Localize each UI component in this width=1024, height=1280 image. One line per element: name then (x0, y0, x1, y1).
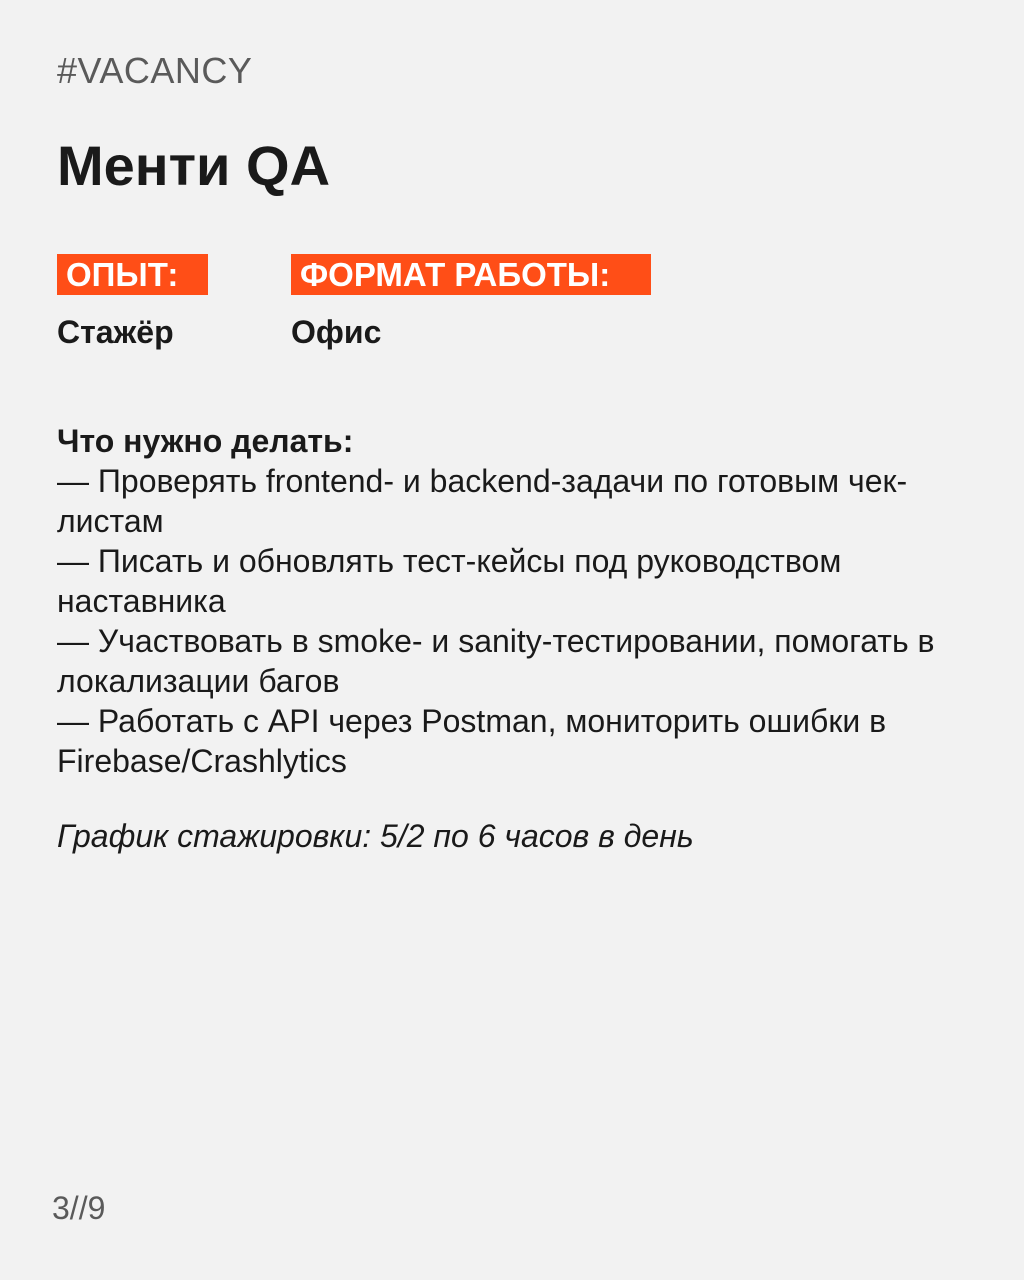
duty-item: — Работать с API через Postman, мониторить ошибки в Firebase/Crashlytics (57, 703, 887, 779)
duty-item: — Проверять frontend- и backend-задачи по готовым чек-листам (57, 463, 908, 539)
vacancy-title: Менти QA (57, 134, 331, 197)
experience-value: Стажёр (57, 314, 174, 350)
duty-item: — Участвовать в smoke- и sanity-тестировании, помогать в локализации багов (57, 623, 935, 699)
duties-section (57, 421, 957, 781)
experience-label-badge: ОПЫТ: (57, 254, 208, 295)
internship-schedule: График стажировки: 5/2 по 6 часов в день (57, 818, 694, 854)
work-format-value: Офис (291, 314, 382, 350)
work-format-label-badge: ФОРМАТ РАБОТЫ: (291, 254, 651, 295)
duties-heading: Что нужно делать: (57, 423, 354, 459)
page-counter: 3//9 (52, 1190, 106, 1226)
hashtag-label: #VACANCY (57, 50, 253, 91)
duty-item: — Писать и обновлять тест-кейсы под руководством наставника (57, 543, 842, 619)
